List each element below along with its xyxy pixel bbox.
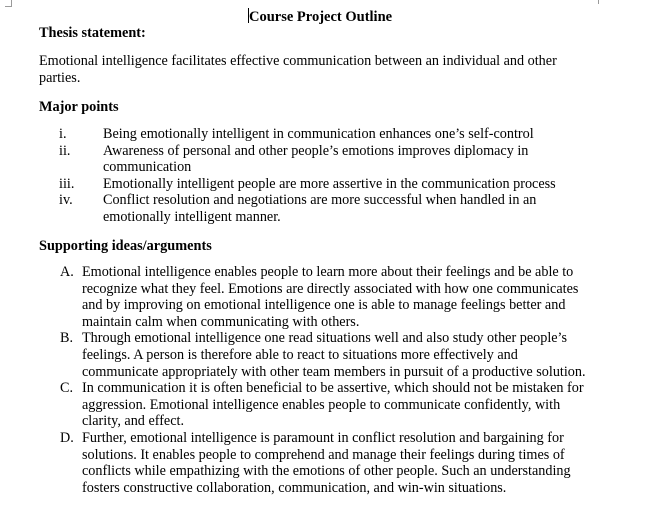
list-item-text: Through emotional intelligence one read situations well and also study other people’s feelings. A person is therefore able to react to situations more effectively and communicate appropriately with other team members in pursuit of a productive solution. — [82, 330, 586, 380]
list-marker: C. — [60, 380, 74, 397]
list-item-text: Emotional intelligence enables people to learn more about their feelings and be able to recognize what they feel. Emotions are directly associated with how one communicates and by improving on emotional intelligence one is able to manage feelings better and maintain calm when communicating with others. — [82, 264, 579, 330]
list-item — [39, 430, 594, 496]
list-item-text: Emotionally intelligent people are more assertive in the communication process — [103, 175, 556, 192]
major-points-heading: Major points — [39, 99, 119, 115]
list-marker: A. — [60, 264, 74, 280]
thesis-text: Emotional intelligence facilitates effective communication between an individual and other parties. — [39, 53, 557, 86]
list-item-text: In communication it is often beneficial to be assertive, which should not be mistaken for aggression. Emotional intelligence enables people to communicate confidently, with clarity, and effect. — [82, 380, 584, 430]
list-item — [39, 126, 599, 143]
list-marker: i. — [59, 126, 67, 142]
list-item — [39, 176, 599, 193]
list-marker: iii. — [59, 175, 75, 192]
list-item — [39, 330, 594, 380]
list-item — [39, 264, 594, 330]
supporting-heading: Supporting ideas/arguments — [39, 238, 212, 254]
list-marker: B. — [60, 330, 74, 347]
list-item — [39, 192, 599, 225]
list-marker: D. — [60, 429, 74, 446]
list-item-text: Awareness of personal and other people’s emotions improves diplomacy in communication — [103, 142, 529, 176]
list-item-text: Conflict resolution and negotiations are more successful when handled in an emotionally intelligent manner. — [103, 192, 537, 225]
document-title — [248, 8, 392, 26]
list-item — [39, 143, 599, 176]
major-points-list — [39, 126, 599, 226]
list-item-text: Further, emotional intelligence is paramount in conflict resolution and bargaining for solutions. It enables people to comprehend and manage their feelings during times of conflicts while empathizing with the emotions of other people. Such an understanding fosters constructive collaboration, communication, and win-win situations. — [82, 429, 571, 496]
list-marker: iv. — [59, 192, 73, 209]
list-marker: ii. — [59, 142, 71, 159]
list-item — [39, 380, 594, 430]
supporting-list — [39, 264, 594, 496]
thesis-heading: Thesis statement: — [39, 25, 146, 41]
page-corner-marker-right — [598, 0, 599, 4]
page-corner-marker — [5, 0, 12, 7]
list-item-text: Being emotionally intelligent in communication enhances one’s self-control — [103, 126, 534, 142]
document-title-text: Course Project Outline — [249, 9, 393, 25]
